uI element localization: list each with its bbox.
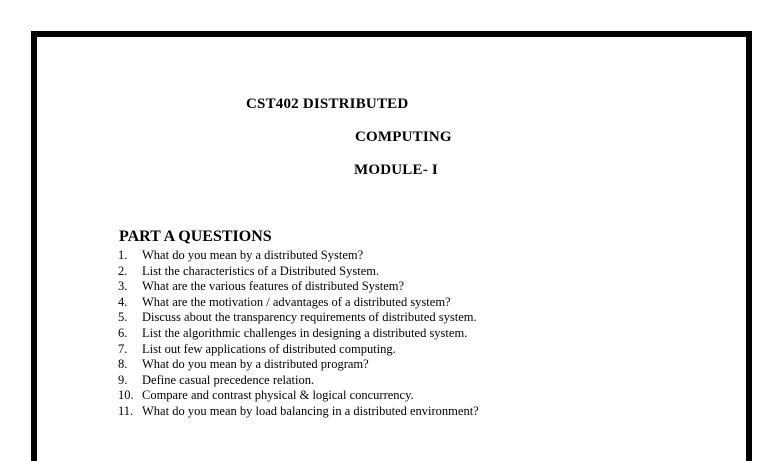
question-number: 11.: [118, 403, 134, 418]
question-text: Compare and contrast physical & logical concurrency.: [142, 388, 414, 403]
list-item: [118, 295, 479, 311]
list-item: [118, 373, 479, 389]
question-text: List out few applications of distributed computing.: [142, 341, 396, 356]
question-text: What are the various features of distributed System?: [142, 279, 405, 294]
question-list: [118, 248, 479, 420]
list-item: [118, 404, 479, 420]
question-number: 1.: [118, 248, 128, 262]
list-item: [118, 279, 479, 295]
title-course-name: COMPUTING: [355, 129, 452, 145]
question-text: List the algorithmic challenges in designing a distributed system.: [142, 325, 468, 340]
section-heading: PART A QUESTIONS: [119, 228, 272, 245]
question-text: What do you mean by a distributed program?: [142, 357, 369, 372]
question-text: What do you mean by load balancing in a distributed environment?: [142, 403, 479, 418]
title-course-code: CST402 DISTRIBUTED: [246, 96, 409, 112]
question-text: What do you mean by a distributed System?: [142, 248, 364, 262]
list-item: [118, 388, 479, 404]
question-number: 6.: [118, 325, 128, 340]
list-item: [118, 326, 479, 342]
question-number: 10.: [118, 388, 134, 403]
question-number: 4.: [118, 294, 128, 309]
question-number: 8.: [118, 357, 128, 372]
list-item: [118, 342, 479, 358]
question-text: Define casual precedence relation.: [142, 372, 315, 387]
question-number: 3.: [118, 279, 128, 294]
title-module: MODULE- I: [354, 162, 438, 178]
question-text: What are the motivation / advantages of a distributed system?: [142, 294, 451, 309]
question-text: List the characteristics of a Distributed System.: [142, 263, 380, 278]
question-text: Discuss about the transparency requirements of distributed system.: [142, 310, 477, 325]
question-number: 2.: [118, 263, 128, 278]
question-number: 9.: [118, 372, 128, 387]
list-item: [118, 310, 479, 326]
question-number: 7.: [118, 341, 128, 356]
list-item: [118, 357, 479, 373]
question-number: 5.: [118, 310, 128, 325]
list-item: [118, 264, 479, 280]
list-item: [118, 248, 479, 264]
